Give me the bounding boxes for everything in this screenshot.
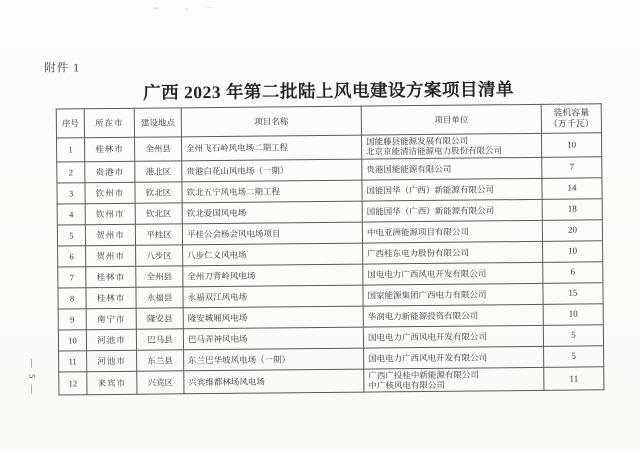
cell-location: 八步区 <box>136 245 183 266</box>
cell-capacity: 10 <box>543 241 603 263</box>
cell-project: 八步仁义风电场 <box>183 243 363 266</box>
column-header: 项目单位 <box>361 104 541 135</box>
cell-capacity: 11 <box>544 367 604 391</box>
cell-unit: 国电电力广西风电开发有限公司 <box>363 325 543 348</box>
cell-capacity: 7 <box>542 157 602 179</box>
cell-city: 来宾市 <box>87 371 137 395</box>
cell-capacity: 5 <box>543 325 603 347</box>
column-header: 所在市 <box>84 108 134 137</box>
cell-location: 钦北区 <box>135 182 182 203</box>
cell-capacity: 20 <box>542 220 602 242</box>
cell-city: 桂林市 <box>86 287 136 308</box>
cell-city: 桂林市 <box>85 137 135 161</box>
scan-artifact <box>154 8 158 10</box>
cell-unit: 华润电力新能源投资有限公司 <box>363 304 543 327</box>
cell-city: 河池市 <box>86 329 136 350</box>
cell-unit: 中电亚洲能源项目有限公司 <box>362 220 542 243</box>
cell-seq: 7 <box>58 266 86 287</box>
cell-seq: 4 <box>57 203 85 224</box>
table-body <box>57 133 604 396</box>
cell-seq: 9 <box>58 308 86 329</box>
cell-city: 桂林市 <box>86 266 136 287</box>
cell-seq: 5 <box>57 224 85 245</box>
cell-location: 兴宾区 <box>137 371 184 395</box>
cell-location: 平桂区 <box>135 224 182 245</box>
cell-project: 东兰巴华坡风电场（一期） <box>184 348 364 371</box>
cell-city: 贺州市 <box>86 245 136 266</box>
cell-location: 东兰县 <box>137 350 184 371</box>
cell-project: 钦北爱国风电场 <box>182 201 362 224</box>
cell-location: 永福县 <box>136 287 183 308</box>
cell-city: 贵港市 <box>85 161 135 182</box>
cell-seq: 11 <box>59 350 87 371</box>
cell-city: 钦州市 <box>85 203 135 224</box>
scan-artifact <box>207 7 213 8</box>
cell-city: 钦州市 <box>85 182 135 203</box>
cell-unit: 广西广投桂中新能源有限公司 中广核风电有限公司 <box>364 367 544 392</box>
cell-unit: 国家能源集团广西电力有限公司 <box>363 283 543 306</box>
column-header: 装机容量 （万千瓦） <box>541 104 601 134</box>
cell-unit: 国能国华（广西）新能源有限公司 <box>362 199 542 222</box>
cell-project: 平桂公会杨会风电场项目 <box>182 222 362 245</box>
cell-project: 全州刀背岭风电场 <box>183 264 363 287</box>
cell-project: 兴宾维都林场风电场 <box>184 369 364 394</box>
column-header: 项目名称 <box>181 106 361 137</box>
cell-seq: 2 <box>57 161 85 182</box>
cell-seq: 10 <box>58 329 86 350</box>
cell-capacity: 10 <box>541 133 601 157</box>
cell-location: 钦北区 <box>135 203 182 224</box>
cell-capacity: 10 <box>543 304 603 326</box>
page-number: — 5 — <box>27 358 38 396</box>
cell-unit: 广西桂东电力股份有限公司 <box>363 241 543 264</box>
project-list-table <box>56 103 605 396</box>
cell-seq: 6 <box>58 245 86 266</box>
cell-capacity: 14 <box>542 178 602 200</box>
cell-city: 贺州市 <box>85 224 135 245</box>
page-title: 广西 2023 年第二批陆上风电建设方案项目清单 <box>143 79 515 103</box>
cell-location: 隆安县 <box>136 308 183 329</box>
cell-project: 隆安城厢风电场 <box>183 306 363 329</box>
cell-project: 巴马弄神风电场 <box>183 327 363 350</box>
cell-city: 南宁市 <box>86 308 136 329</box>
cell-unit: 国电电力广西风电开发有限公司 <box>363 262 543 285</box>
cell-capacity: 15 <box>543 283 603 305</box>
cell-location: 全州县 <box>136 266 183 287</box>
cell-project: 贵港白花山风电场（一期） <box>182 159 362 182</box>
cell-location: 巴马县 <box>136 329 183 350</box>
cell-seq: 1 <box>57 138 85 162</box>
attachment-label: 附件 1 <box>44 62 81 75</box>
scan-artifact <box>186 8 189 10</box>
cell-project: 全州飞石岭风电场二期工程 <box>182 135 362 160</box>
cell-capacity: 5 <box>544 346 604 368</box>
column-header: 序号 <box>56 109 84 138</box>
cell-location: 港北区 <box>135 161 182 182</box>
cell-seq: 3 <box>57 182 85 203</box>
cell-capacity: 6 <box>543 262 603 284</box>
table-row <box>59 367 604 396</box>
cell-project: 钦北五宁风电场二期工程 <box>182 180 362 203</box>
cell-seq: 12 <box>59 371 87 395</box>
cell-unit: 贵港国能能源有限公司 <box>362 157 542 180</box>
cell-unit: 国电电力广西风电开发有限公司 <box>364 346 544 369</box>
cell-city: 河池市 <box>87 350 137 371</box>
cell-unit: 国能国华（广西）新能源有限公司 <box>362 178 542 201</box>
cell-unit: 国能藤县能源发展有限公司 北京京能清洁能源电力股份有限公司 <box>361 133 541 158</box>
cell-capacity: 18 <box>542 199 602 221</box>
cell-location: 全州县 <box>135 137 182 161</box>
cell-seq: 8 <box>58 287 86 308</box>
column-header: 建设地点 <box>134 108 181 137</box>
cell-project: 永福双江风电场 <box>183 285 363 308</box>
